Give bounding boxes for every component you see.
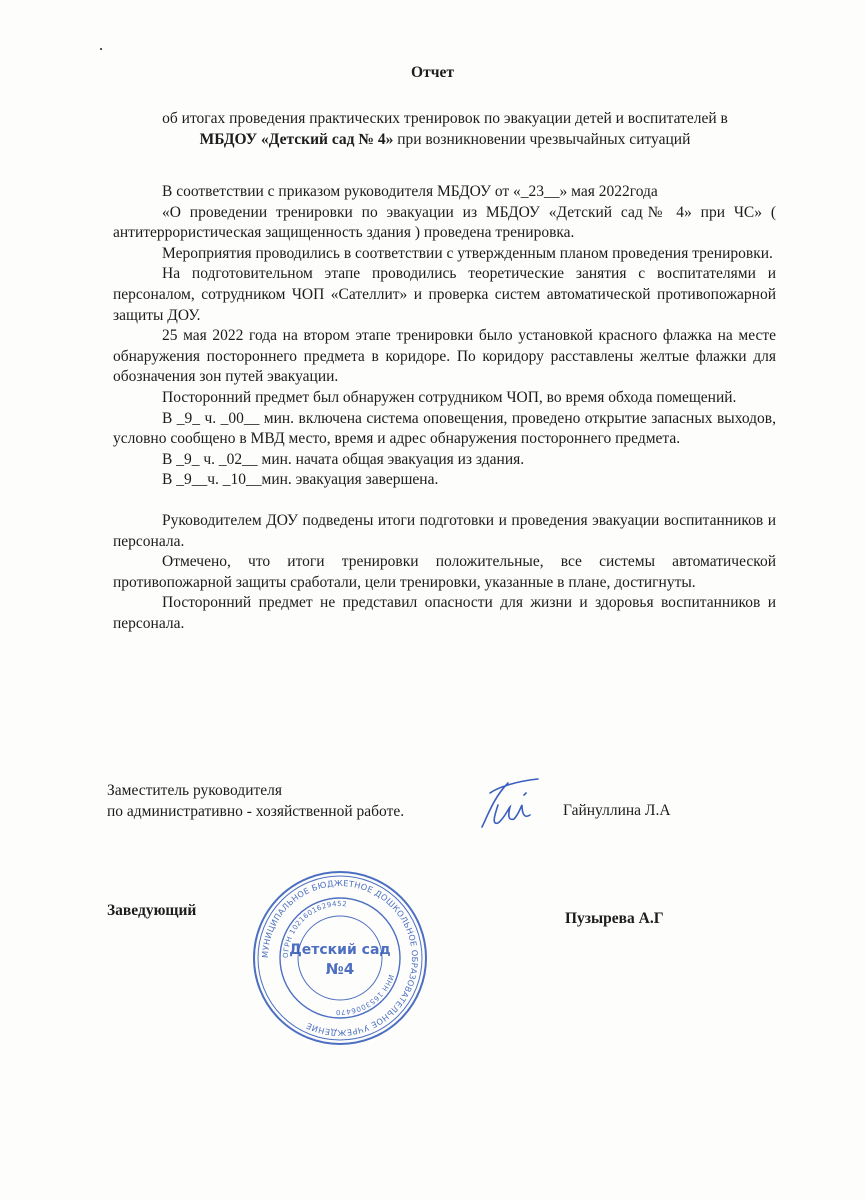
paragraph: Руководителем ДОУ подведены итоги подготовки и проведения эвакуации воспитанников и персонала. bbox=[113, 511, 776, 550]
paragraph: Мероприятия проводились в соответствии с утвержденным планом проведения тренировки. bbox=[162, 244, 773, 262]
organization-name: МБДОУ «Детский сад № 4» bbox=[199, 131, 394, 148]
paragraph: Отмечено, что итоги тренировки положительные, все системы автоматической противопожарной защиты сработали, цели тренировки, указанные в плане, достигнуты. bbox=[113, 553, 776, 591]
paragraph: В _9__ч. _10__мин. эвакуация завершена. bbox=[162, 471, 439, 489]
head-name: Пузырева А.Г bbox=[565, 910, 664, 927]
stamp-inn-text: ИНН 1653006470 bbox=[335, 973, 396, 1017]
head-title: Заведующий bbox=[107, 902, 197, 919]
subtitle-line: об итогах проведения практических тренировок по эвакуации детей и воспитателей в bbox=[162, 110, 728, 127]
stamp-center-line1: Детский сад bbox=[289, 942, 391, 958]
stamp-ring-text: МУНИЦИПАЛЬНОЕ БЮДЖЕТНОЕ ДОШКОЛЬНОЕ ОБРАЗОВАТЕЛЬНОЕ УЧРЕЖДЕНИЕ bbox=[259, 877, 421, 1039]
paragraph: Посторонний предмет не представил опасности для жизни и здоровья воспитанников и персонала. bbox=[113, 594, 776, 632]
deputy-title-line1: Заместитель руководителя bbox=[107, 782, 283, 799]
paragraph: 25 мая 2022 года на втором этапе тренировки было установкой красного флажка на месте обнаружения постороннего предмета в коридоре. По коридору расставлены желтые флажки для обозначения зон путей эвакуации. bbox=[113, 327, 776, 386]
stamp-id-text: ОГРН 1021601629452 bbox=[281, 899, 348, 959]
deputy-signature-block bbox=[107, 780, 404, 822]
subtitle-line bbox=[100, 129, 790, 150]
paragraph: Посторонний предмет был обнаружен сотрудником ЧОП, во время обхода помещений. bbox=[162, 388, 737, 406]
paragraph: На подготовительном этапе проводились теоретические занятия с воспитателями и персоналом, сотрудником ЧОП «Сателлит» и проверка систем автоматической противопожарной защиты ДОУ. bbox=[113, 265, 776, 324]
speck bbox=[100, 48, 102, 50]
subtitle-rest: при возникновении чрезвычайных ситуаций bbox=[393, 131, 691, 148]
handwritten-signature-icon bbox=[468, 775, 548, 835]
paragraph: «О проведении тренировки по эвакуации из МБДОУ «Детский сад№ 4» при ЧС» ( антитеррористическая защищенность здания ) проведена тренировка. bbox=[113, 203, 776, 242]
official-stamp-icon bbox=[250, 868, 430, 1048]
svg-text:ИНН 1653006470 bbox=[335, 973, 395, 1016]
document-subtitle bbox=[100, 108, 790, 150]
deputy-title-line2: по административно - хозяйственной работе. bbox=[107, 803, 405, 820]
paragraph: В _9_ ч. _02__ мин. начата общая эвакуация из здания. bbox=[162, 450, 525, 468]
deputy-name: Гайнуллина Л.А bbox=[563, 802, 671, 819]
stamp-center-line2: №4 bbox=[325, 960, 355, 978]
report-body bbox=[113, 182, 776, 634]
paragraph: В соответствии с приказом руководителя МБДОУ от «_23__» мая 2022года bbox=[162, 183, 658, 200]
paragraph: В _9_ ч. _00__ мин. включена система оповещения, проведено открытие запасных выходов, условно сообщено в МВД место, время и адрес обнаружения постороннего предмета. bbox=[113, 409, 776, 448]
document-title: Отчет bbox=[411, 64, 454, 81]
